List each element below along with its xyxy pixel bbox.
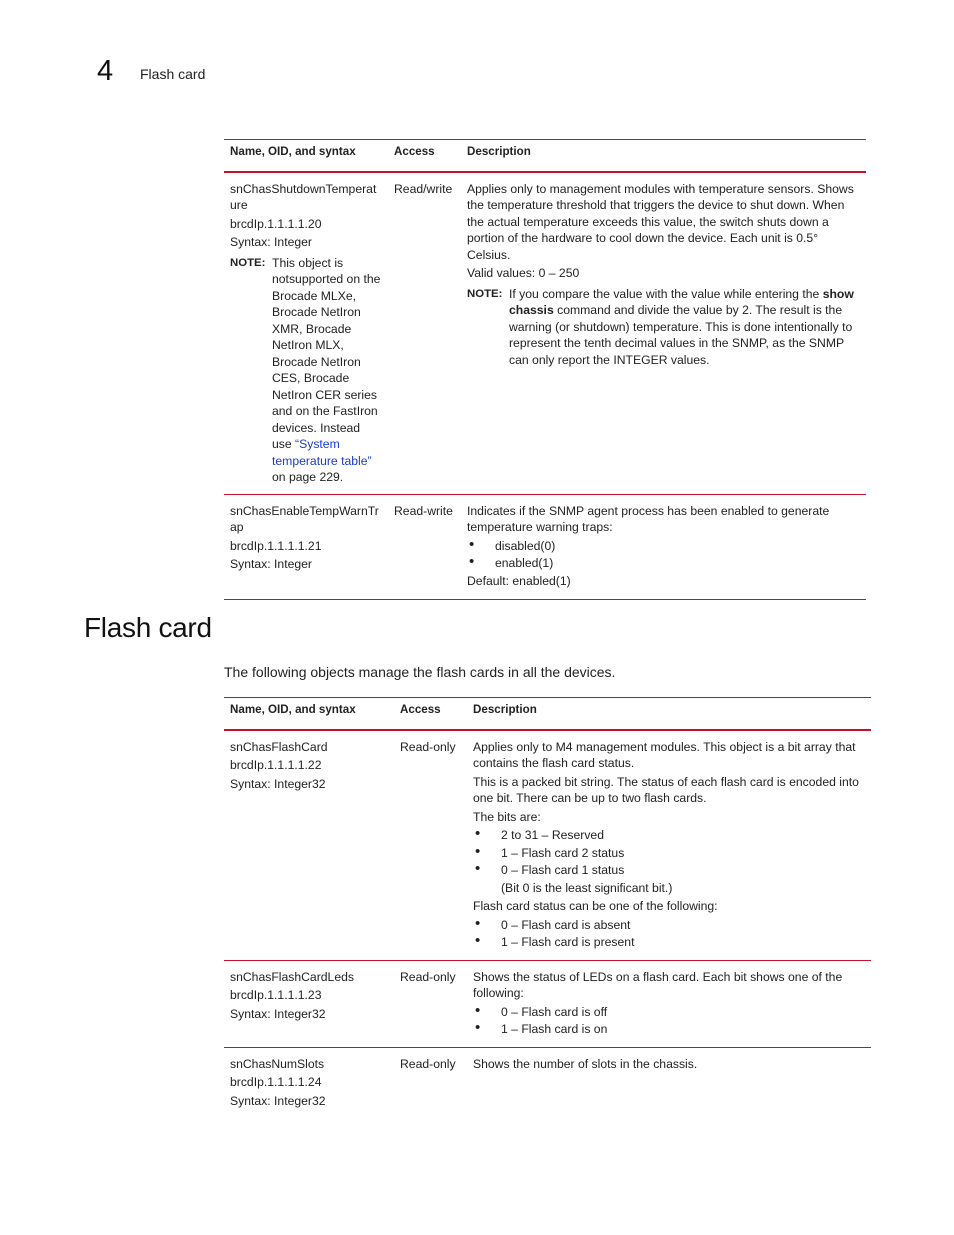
- list-item: • 1 – Flash card 2 status: [473, 845, 865, 862]
- header-access: Access: [394, 698, 467, 730]
- chapter-title: Flash card: [140, 66, 206, 82]
- object-description: Shows the status of LEDs on a flash card. Each bit shows one of the following:: [473, 969, 843, 1000]
- object-syntax: Syntax: Integer: [230, 557, 312, 571]
- object-description-detail: This is a packed bit string. The status of each flash card is encoded into one bit. There can be up to two flash cards.: [473, 774, 859, 805]
- list-item: • disabled(0): [467, 538, 860, 555]
- description-note: [467, 286, 860, 369]
- object-name: snChasEnableTempWarnTrap: [230, 503, 379, 534]
- temperature-objects-table: [224, 139, 866, 600]
- status-list: [473, 917, 865, 951]
- flash-card-objects-table: [224, 697, 871, 1119]
- list-item: • 0 – Flash card is off: [473, 1004, 865, 1021]
- note-label: NOTE:: [230, 256, 266, 269]
- bullet-list: [467, 538, 860, 572]
- object-access: Read/write: [388, 172, 461, 495]
- bits-intro: The bits are:: [473, 809, 541, 824]
- object-name: snChasNumSlots: [230, 1056, 325, 1071]
- list-item: • 0 – Flash card 1 status: [473, 862, 865, 879]
- object-access: Read-only: [394, 730, 467, 961]
- object-syntax: Syntax: Integer32: [230, 776, 326, 791]
- bits-note: (Bit 0 is the least significant bit.): [501, 880, 673, 895]
- object-oid: brcdIp.1.1.1.1.24: [230, 1075, 322, 1089]
- header-access: Access: [388, 140, 461, 172]
- object-access: Read-only: [400, 1056, 456, 1071]
- valid-values: Valid values: 0 – 250: [467, 266, 580, 280]
- system-temperature-table-link[interactable]: “System temperature table”: [272, 437, 372, 468]
- object-oid: brcdIp.1.1.1.1.21: [230, 538, 322, 553]
- note-text-continued: command and divide the value by 2. The result is the warning (or shutdown) temperature. This is done intentionally to represent the tenth decimal values in the SNMP, as the SNMP can only report the INTEGER values.: [509, 303, 853, 367]
- object-access: Read-only: [394, 960, 467, 1047]
- default-value: Default: enabled(1): [467, 573, 571, 588]
- object-description: Indicates if the SNMP agent process has been enabled to generate temperature warning traps:: [467, 503, 830, 534]
- list-item: • 2 to 31 – Reserved: [473, 827, 865, 844]
- object-access: Read-write: [388, 494, 461, 600]
- show-chassis-command: show chassis: [509, 286, 854, 317]
- chapter-number: 4: [97, 55, 114, 87]
- object-description: Shows the number of slots in the chassis.: [473, 1056, 698, 1071]
- note-label: NOTE:: [467, 287, 503, 300]
- table-row: [224, 172, 866, 495]
- section-title: Flash card: [84, 612, 212, 643]
- table-header-row: [224, 140, 866, 172]
- list-item: • 1 – Flash card is on: [473, 1021, 865, 1038]
- object-oid: brcdIp.1.1.1.1.20: [230, 216, 322, 231]
- object-syntax: Syntax: Integer32: [230, 1093, 326, 1108]
- note: [230, 255, 382, 486]
- bullet-list: [473, 1004, 865, 1038]
- object-description: Applies only to management modules with temperature sensors. Shows the temperature threshold that triggers the device to shut down. When the actual temperature exceeds this value, the switch shuts down a portion of the hardware to cool down the device. Each unit is 0.5° Celsius.: [467, 181, 854, 262]
- note-text: If you compare the value with the value while entering the: [509, 286, 820, 301]
- header-description: Description: [461, 140, 866, 172]
- table-row: [224, 494, 866, 600]
- table-row: [224, 730, 871, 961]
- header-name: Name, OID, and syntax: [224, 698, 394, 730]
- object-syntax: Syntax: Integer: [230, 235, 312, 249]
- header-name: Name, OID, and syntax: [224, 140, 388, 172]
- object-name: snChasFlashCardLeds: [230, 969, 354, 984]
- table-header-row: [224, 698, 871, 730]
- object-name: snChasFlashCard: [230, 739, 328, 754]
- header-description: Description: [467, 698, 871, 730]
- status-intro: Flash card status can be one of the following:: [473, 899, 718, 913]
- object-name: snChasShutdownTemperature: [230, 181, 377, 212]
- object-description: Applies only to M4 management modules. This object is a bit array that contains the flash card status.: [473, 739, 856, 770]
- section-intro: The following objects manage the flash cards in all the devices.: [224, 664, 616, 680]
- note-text: This object is notsupported on the Brocade MLXe, Brocade NetIron XMR, Brocade NetIron MLX, Brocade NetIron CES, Brocade NetIron CER series and on the FastIron devices. Instead use: [272, 255, 381, 451]
- note-page-ref: on page 229.: [272, 470, 344, 484]
- object-oid: brcdIp.1.1.1.1.22: [230, 758, 322, 772]
- bits-list: [473, 827, 865, 879]
- list-item: • enabled(1): [467, 555, 860, 572]
- list-item: • 0 – Flash card is absent: [473, 917, 865, 934]
- object-syntax: Syntax: Integer32: [230, 1006, 326, 1021]
- object-oid: brcdIp.1.1.1.1.23: [230, 988, 322, 1002]
- table-row: [224, 1047, 871, 1119]
- table-row: [224, 960, 871, 1047]
- list-item: • 1 – Flash card is present: [473, 934, 865, 951]
